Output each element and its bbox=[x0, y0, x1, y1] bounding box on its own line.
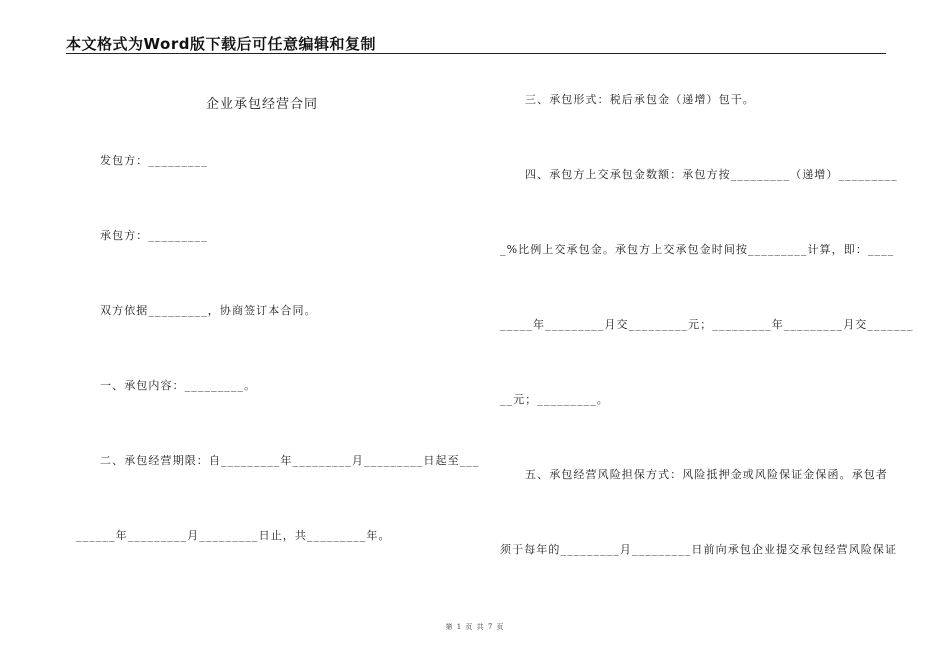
clause-4-continued-line-1: _%比例上交承包金。承包方上交承包金时间按_________计算，即：____ bbox=[500, 243, 895, 256]
page-footer: 第 1 页 共 7 页 bbox=[445, 623, 505, 631]
clause-4-line: 四、承包方上交承包金数额：承包方按_________（递增）_________ bbox=[525, 168, 898, 181]
basis-line: 双方依据_________，协商签订本合同。 bbox=[100, 304, 317, 317]
clause-5-continued-line: 须于每年的_________月_________日前向承包企业提交承包经营风险保证 bbox=[500, 543, 898, 556]
party-a-line: 发包方：_________ bbox=[100, 154, 208, 167]
header-divider bbox=[66, 53, 886, 54]
clause-2-continued-line: ______年_________月_________日止，共_________年。 bbox=[76, 529, 391, 542]
clause-4-continued-line-3: __元；_________。 bbox=[500, 393, 609, 406]
clause-4-continued-line-2: _____年_________月交_________元；_________年_________月交_______ bbox=[500, 318, 914, 331]
page-header: 本文格式为Word版下载后可任意编辑和复制 bbox=[66, 35, 376, 53]
document-title: 企业承包经营合同 bbox=[206, 97, 319, 112]
clause-2-line: 二、承包经营期限：自_________年_________月_________日起至___ bbox=[100, 454, 480, 467]
clause-5-line: 五、承包经营风险担保方式：风险抵押金或风险保证金保函。承包者 bbox=[525, 468, 888, 481]
clause-3-line: 三、承包形式：税后承包金（递增）包干。 bbox=[525, 93, 755, 106]
clause-1-line: 一、承包内容：_________。 bbox=[100, 379, 257, 392]
party-b-line: 承包方：_________ bbox=[100, 229, 208, 242]
